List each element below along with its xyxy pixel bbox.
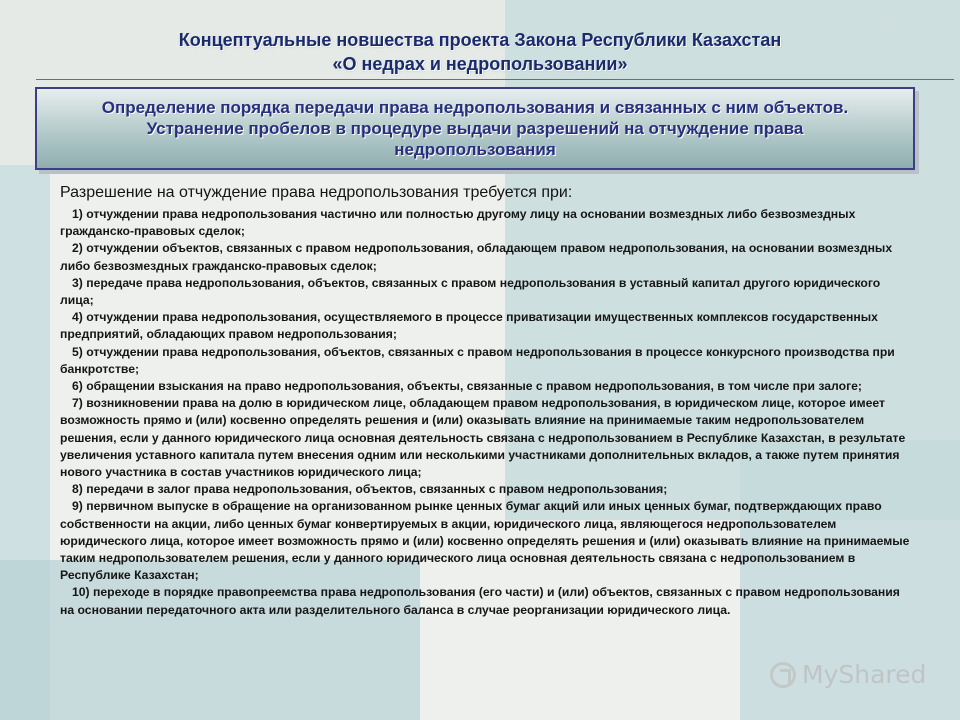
content-body <box>60 182 912 619</box>
slide-title <box>80 28 880 76</box>
list-item-8: 8) передачи в залог права недропользования, объектов, связанных с правом недропользования; <box>72 482 668 497</box>
title-line-2: «О недрах и недропользовании» <box>332 54 628 74</box>
title-line-1: Концептуальные новшества проекта Закона Республики Казахстан <box>178 30 782 50</box>
watermark-icon <box>770 662 796 688</box>
list-item-3: 3) передаче права недропользования, объектов, связанных с правом недропользования в уставный капитал другого юридического лица; <box>60 275 881 308</box>
list-item-9: 9) первичном выпуске в обращение на организованном рынке ценных бумаг акций или иных ценных бумаг, подтверждающих право собственности на акции, либо ценных бумаг конвертируемых в акции, юридического лица, являющегося недропользователем юридического лица, которое имеет возможность прямо и (или) косвенно определять решения и (или) оказывать влияние на принимаемые таким недропользователем решения, если у данного юридического лица основная деятельность связана с недропользованием в Республике Казахстан; <box>60 499 910 583</box>
watermark-logo <box>770 660 926 689</box>
list-item-2: 2) отчуждении объектов, связанных с правом недропользования, обладающем правом недропользования, на основании возмездных либо безвозмездных гражданско-правовых сделок; <box>60 241 893 273</box>
banner-text: Определение порядка передачи права недропользования и связанных с ним объектов. Устранение пробелов в процедуре выдачи разрешений на отчуждение права недропользования <box>101 98 849 159</box>
list-item-10: 10) переходе в порядке правопреемства права недропользования (его части) и (или) объектов, связанных с правом недропользования на основании передаточного акта или разделительного баланса в случае реорганизации юридического лица. <box>60 585 900 617</box>
list-item-4: 4) отчуждении права недропользования, осуществляемого в процессе приватизации имущественных комплексов государственных предприятий, обладающих правом недропользования; <box>60 310 878 342</box>
lead-text: Разрешение на отчуждение права недропользования требуется при: <box>60 184 573 201</box>
list-item-6: 6) обращении взыскания на право недропользования, объекты, связанные с правом недропользования, в том числе при залоге; <box>72 379 862 394</box>
title-divider <box>36 79 954 80</box>
slide-number: Слайд 8 <box>865 16 908 28</box>
list-item-5: 5) отчуждении права недропользования, объектов, связанных с правом недропользования в процессе конкурсного производства при банкротстве; <box>60 344 895 376</box>
list-item-1: 1) отчуждении права недропользования частично или полностью другому лицу на основании возмездных либо безвозмездных гражданско-правовых сделок; <box>60 207 856 239</box>
section-banner <box>35 87 915 170</box>
watermark-text: MyShared <box>802 660 927 689</box>
requirements-list <box>60 206 912 619</box>
list-item-7: 7) возникновении права на долю в юридическом лице, обладающем правом недропользования, в юридическом лице, которое имеет возможность прямо и (или) косвенно определять решения и (или) оказывать влияние на принимаемые таким недропользователем решения, если у данного юридического лица основная деятельность связана с недропользованием в Республике Казахстан, в результате увеличения уставного капитала путем внесения одним или несколькими участниками дополнительных вкладов, а также путем принятия нового участника в состав участников юридического лица; <box>60 396 906 480</box>
